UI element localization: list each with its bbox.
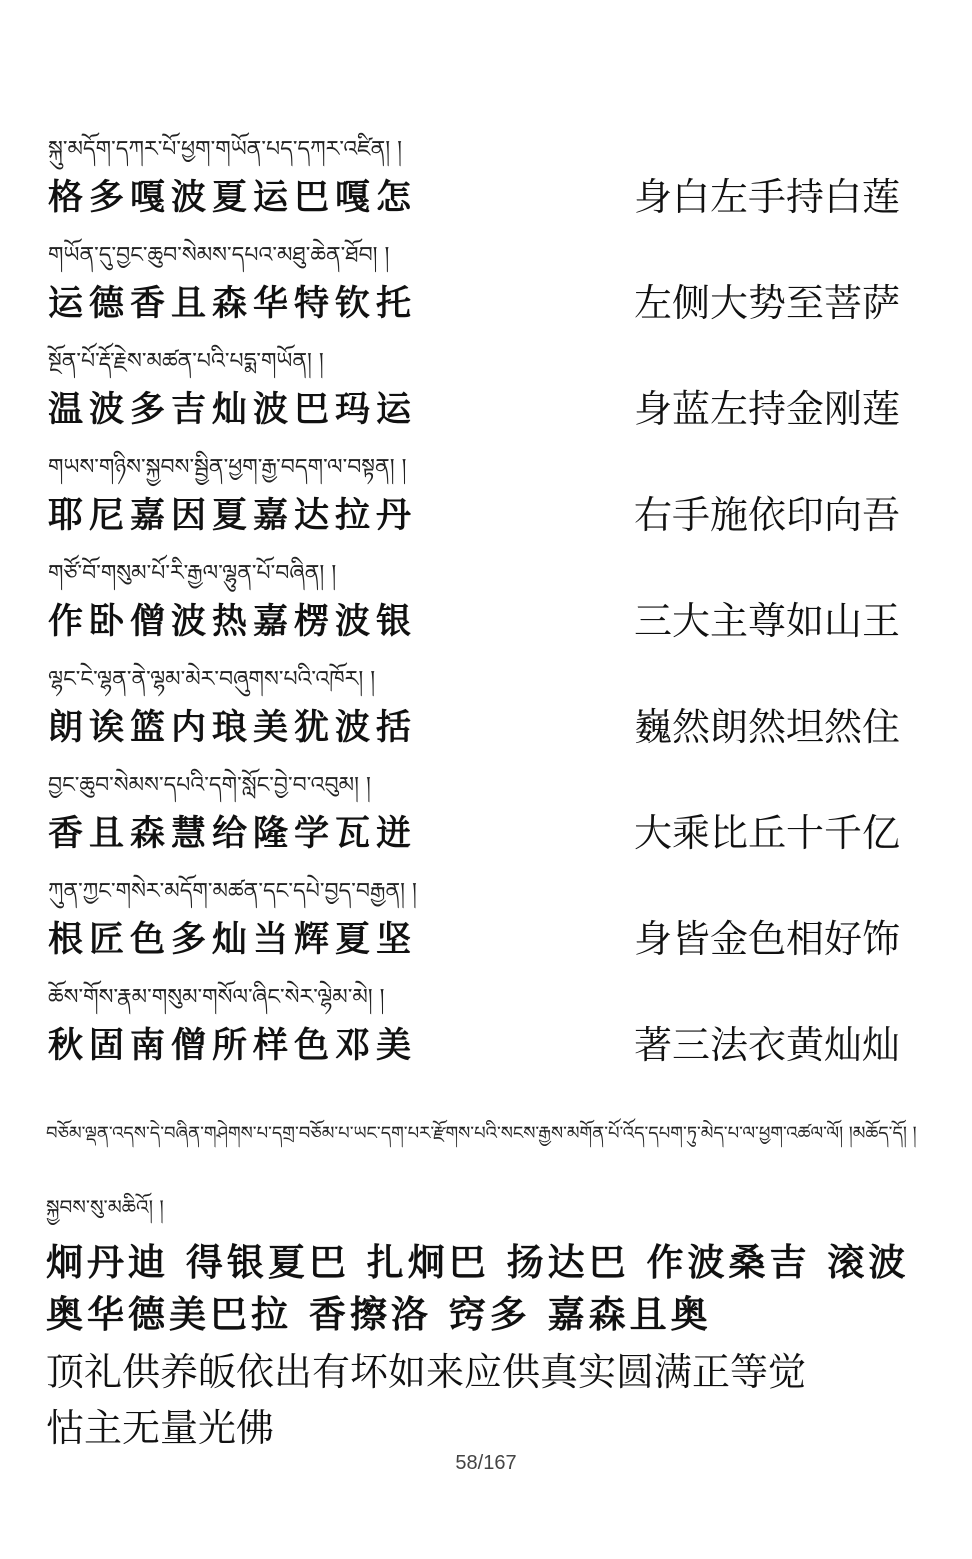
tibetan-line: ཀུན་ཀྱང་གསེར་མདོག་མཚན་དང་དཔེ་བྱད་བརྒྱན། ། [48,879,417,904]
tibetan-line: སྔོན་པོ་རྡོ་རྗེས་མཚན་པའི་པདྨ་གཡོན། ། [48,349,324,374]
homage-phonetic-line: 奥华德美巴拉 香擦洛 窍多 嘉森且奥 [46,1292,712,1336]
chinese-translation: 巍然朗然坦然住 [634,705,901,749]
chinese-translation: 大乘比丘十千亿 [634,811,901,855]
chinese-translation: 著三法衣黄灿灿 [634,1023,901,1067]
verse [46,130,926,236]
verse [46,660,926,766]
chinese-translation: 右手施依印向吾 [634,493,901,537]
tibetan-line: གཡོན་དུ་བྱང་ཆུབ་སེམས་དཔའ་མཐུ་ཆེན་ཐོབ། ། [48,243,390,268]
verse [46,978,926,1084]
refuge-tibetan-line: སྐྱབས་སུ་མཆིའོ། ། [46,1195,164,1219]
tibetan-line: བྱང་ཆུབ་སེམས་དཔའི་དགེ་སློང་བྱེ་བ་འབུམ། ། [48,773,371,798]
tibetan-line: གཙོ་བོ་གསུམ་པོ་རི་རྒྱལ་ལྷུན་པོ་བཞིན། ། [48,561,337,586]
page-number: 58/167 [455,1452,517,1474]
verse [46,342,926,448]
chinese-translation: 身皆金色相好饰 [634,917,901,961]
phonetic-line: 根匠色多灿当辉夏坚 [48,919,418,960]
tibetan-line: གཡས་གཉིས་སྐྱབས་སྦྱིན་ཕྱག་རྒྱ་བདག་ལ་བསྟན། ། [48,455,407,480]
chinese-translation: 身蓝左持金刚莲 [634,387,901,431]
verse [46,236,926,342]
homage-phonetic-block [46,1236,946,1340]
verse-list [46,130,926,1084]
phonetic-line: 秋固南僧所样色邓美 [48,1025,418,1066]
chinese-translation: 左侧大势至菩萨 [634,281,901,325]
chinese-translation: 身白左手持白莲 [634,175,901,219]
chinese-translation: 三大主尊如山王 [634,599,901,643]
verse [46,766,926,872]
homage-chinese-line: 顶礼供养皈依出有坏如来应供真实圆满正等觉 [46,1350,807,1394]
verse [46,448,926,554]
phonetic-line: 作卧僧波热嘉楞波银 [48,601,418,642]
homage-phonetic-line: 炯丹迪 得银夏巴 扎炯巴 扬达巴 作波桑吉 滚波 [46,1240,910,1284]
tibetan-line: ལྷང་ངེ་ལྷན་ནེ་ལྷམ་མེར་བཞུགས་པའི་འཁོར། ། [48,667,376,692]
tibetan-line: སྐུ་མདོག་དཀར་པོ་ཕྱག་གཡོན་པད་དཀར་འཛིན། ། [48,137,403,162]
phonetic-line: 格多嘎波夏运巴嘎怎 [48,177,418,218]
homage-chinese-block [46,1344,946,1456]
phonetic-line: 朗诶篮内琅美犹波括 [48,707,418,748]
verse [46,872,926,978]
phonetic-line: 香且森慧给隆学瓦迸 [48,813,418,854]
phonetic-line: 耶尼嘉因夏嘉达拉丹 [48,495,418,536]
phonetic-line: 温波多吉灿波巴玛运 [48,389,418,430]
homage-chinese-line: 怙主无量光佛 [46,1406,275,1450]
phonetic-line: 运德香且森华特钦托 [48,283,418,324]
homage-tibetan-line: བཅོམ་ལྡན་འདས་དེ་བཞིན་གཤེགས་པ་དགྲ་བཅོམ་པ་ཡང་དག་པར་རྫོགས་པའི་སངས་རྒྱས་མགོན་པོ་འོད་དཔག་ཏུ་མེད་པ་ལ་ཕྱག་འཚལ་ལོ། །མཆོད་དོ། ། [46,1123,917,1144]
tibetan-line: ཆོས་གོས་རྣམ་གསུམ་གསོལ་ཞིང་སེར་ལྷེམ་མེ། ། [48,985,385,1010]
verse [46,554,926,660]
